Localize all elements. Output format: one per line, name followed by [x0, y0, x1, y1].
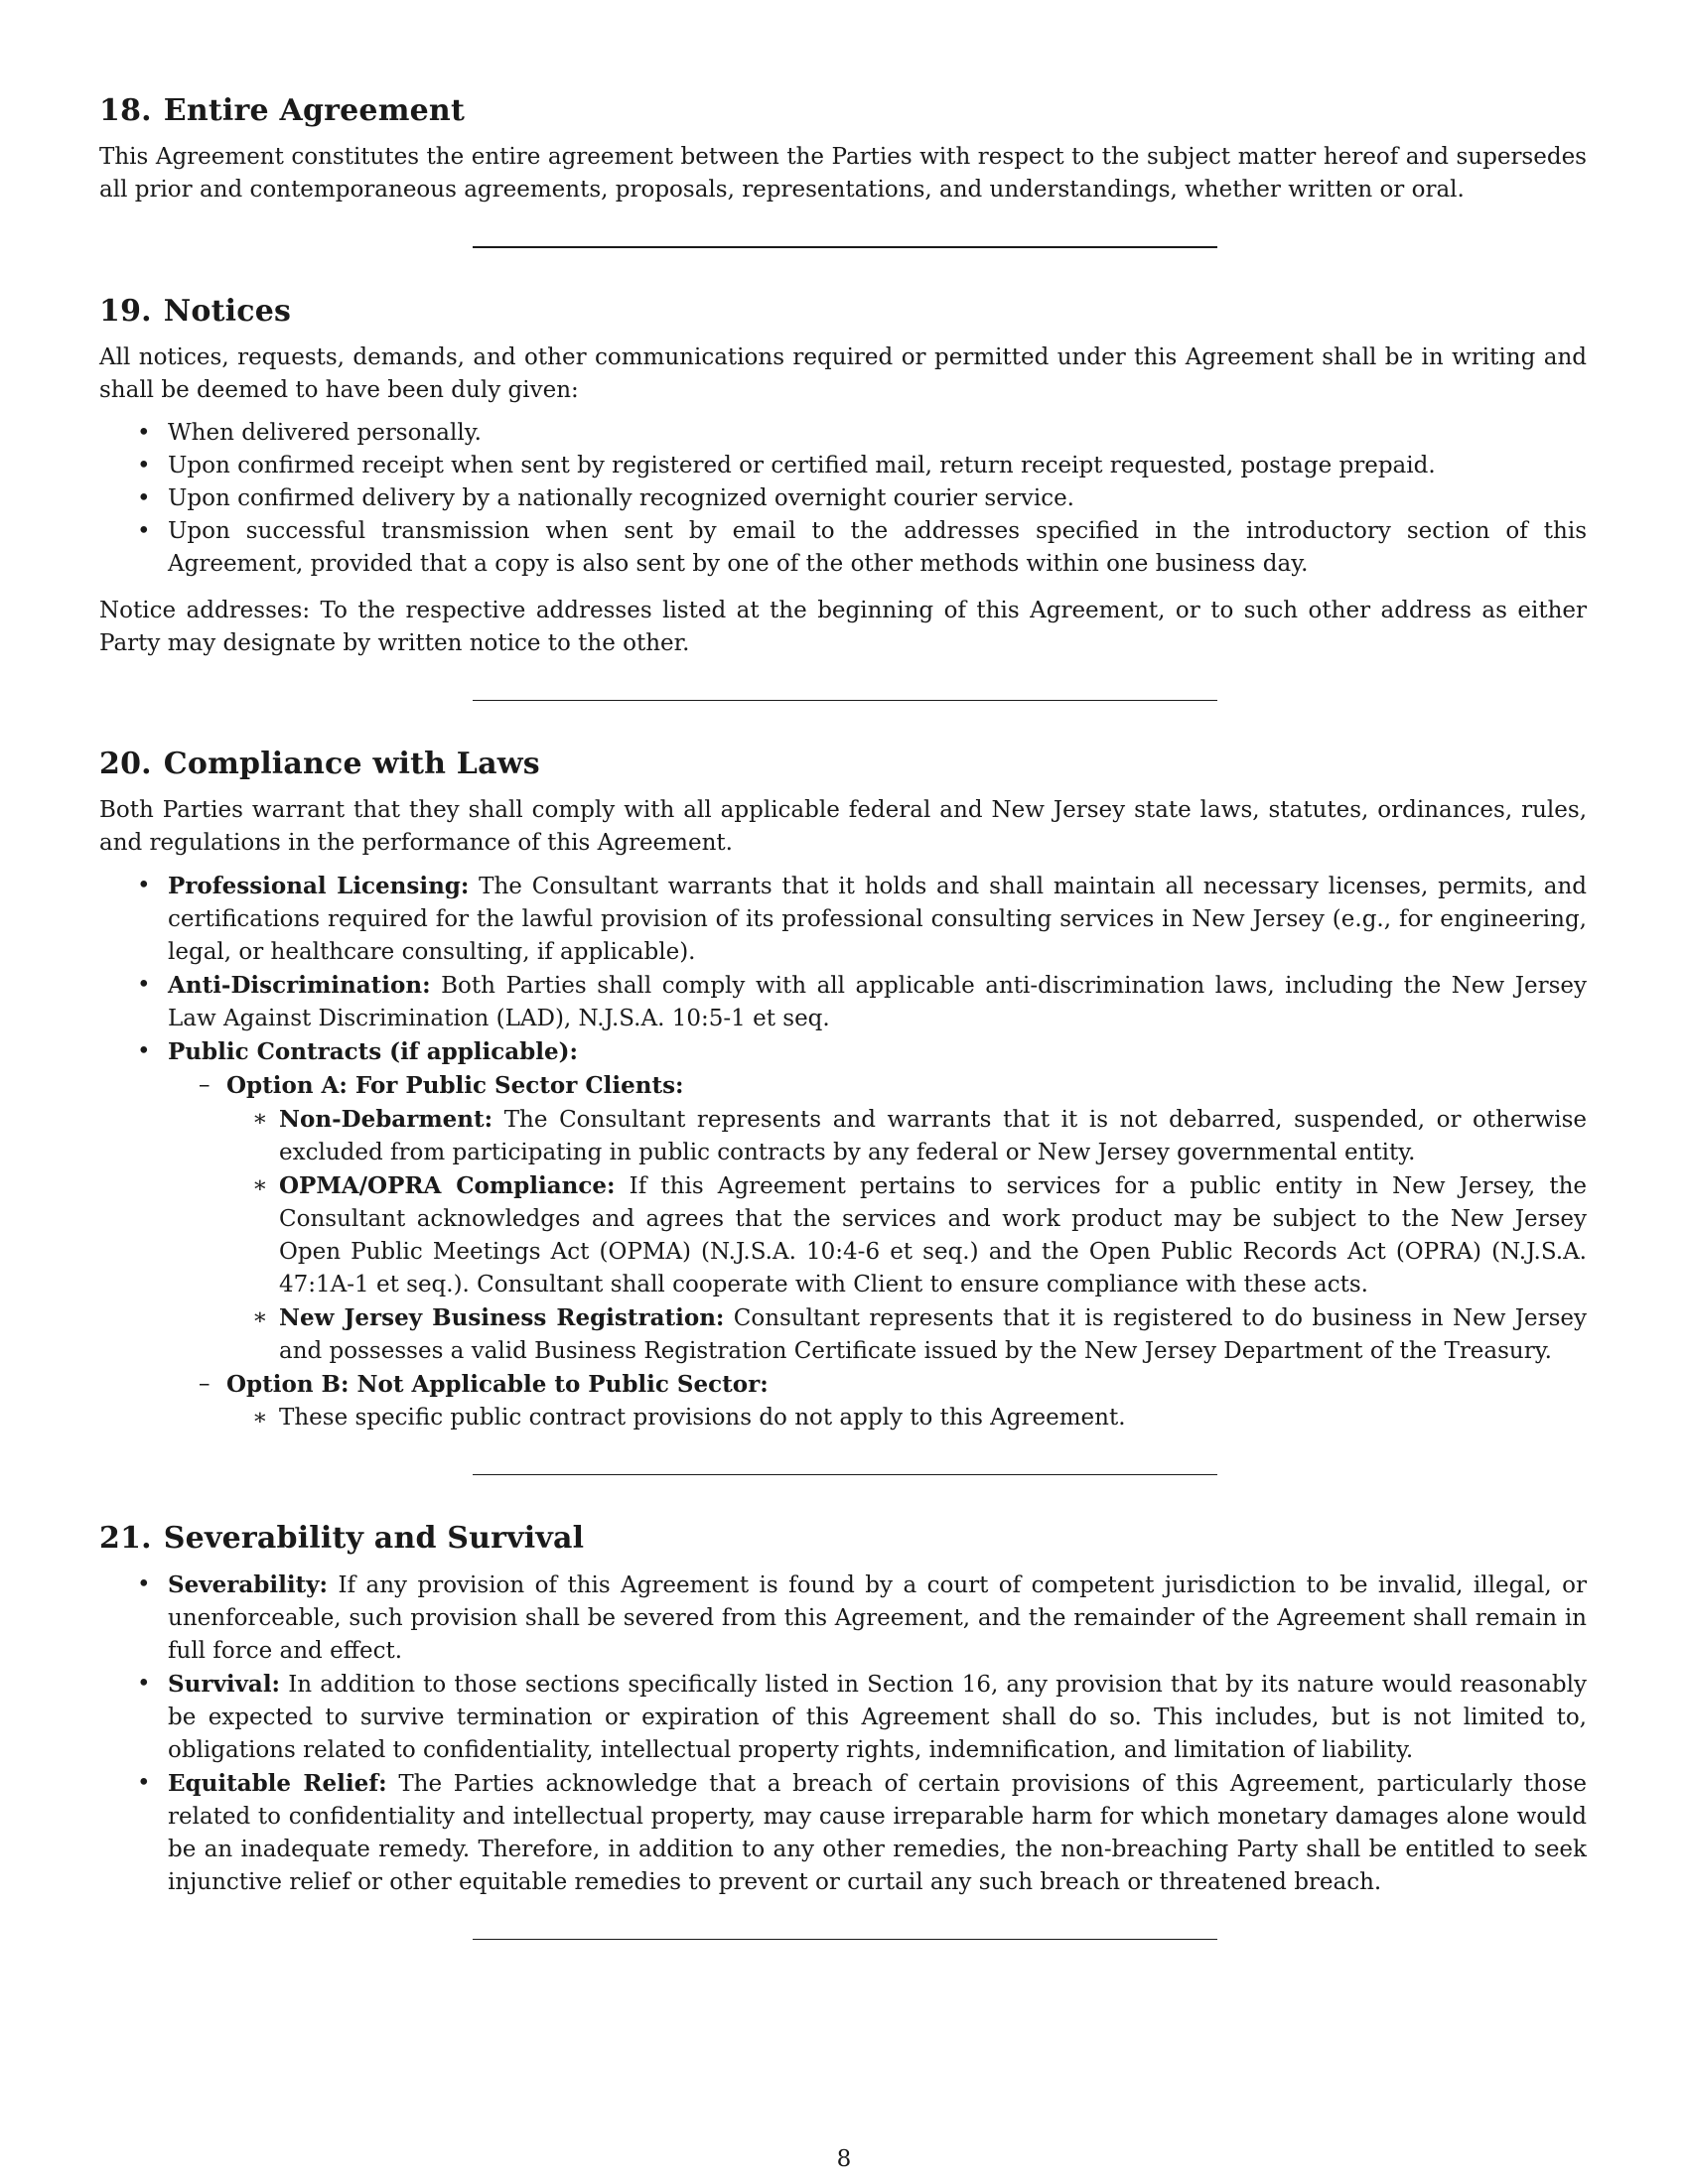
list-item [99, 870, 1587, 969]
list-item: • When delivered personally. [99, 417, 1587, 450]
section-entire-agreement [99, 91, 1587, 206]
options-list [168, 1069, 1587, 1434]
section-heading [99, 292, 1587, 332]
section-compliance-with-laws [99, 745, 1587, 1434]
item-lead: Non-Debarment: [279, 1106, 493, 1133]
list-item [99, 969, 1587, 1035]
item-text: The Consultant warrants that it holds and shall maintain all necessary licenses, permits, and certifications required for the lawful provision of its professional consulting services in New Jersey (e.g., for engineering, legal, or healthcare consulting, if applicable). [168, 874, 1587, 965]
section-divider [473, 1939, 1217, 1940]
list-item [99, 1668, 1587, 1767]
item-lead: Professional Licensing: [168, 873, 470, 899]
list-item [99, 1767, 1587, 1899]
list-item [99, 1569, 1587, 1668]
section-divider [473, 246, 1217, 248]
list-item: • Upon successful transmission when sent by email to the addresses specified in the introductory section of this Agreement, provided that a copy is also sent by one of the other methods within one business day. [99, 515, 1587, 581]
section-number: 20. [99, 747, 152, 781]
section-heading [99, 91, 1587, 131]
section-divider [473, 700, 1217, 701]
item-lead: OPMA/OPRA Compliance: [279, 1172, 616, 1199]
section-severability-and-survival [99, 1519, 1587, 1899]
page-content [99, 91, 1587, 1983]
option-item [168, 1368, 1587, 1434]
section-notices [99, 292, 1587, 660]
severability-list [99, 1569, 1587, 1899]
item-text: The Parties acknowledge that a breach of certain provisions of this Agreement, particularly those related to confidentiality and intellectual property, may cause irreparable harm for which monetary damages alone would be an inadequate remedy. Therefore, in addition to any other remedies, the non-breaching Party shall be entitled to seek injunctive relief or other equitable remedies to prevent or curtail any such breach or threatened breach. [168, 1771, 1587, 1895]
section-title: Notices [163, 294, 292, 329]
option-lead: Option B: Not Applicable to Public Sector: [226, 1371, 769, 1398]
list-item: • Upon confirmed receipt when sent by registered or certified mail, return receipt requested, postage prepaid. [99, 450, 1587, 482]
item-lead: Anti-Discrimination: [168, 972, 431, 999]
section-heading [99, 745, 1587, 784]
list-item [99, 1035, 1587, 1434]
section-number: 18. [99, 93, 152, 128]
section-number: 21. [99, 1521, 152, 1556]
compliance-list [99, 870, 1587, 1434]
section-divider [473, 1474, 1217, 1475]
item-lead: Public Contracts (if applicable): [168, 1038, 578, 1065]
item-lead: Severability: [168, 1571, 329, 1598]
section-heading [99, 1519, 1587, 1559]
sub-item [226, 1301, 1587, 1368]
item-text: In addition to those sections specifically listed in Section 16, any provision that by its nature would reasonably be expected to survive termination or expiration of this Agreement shall do so. This includes, but is not limited to, obligations related to confidentiality, intellectual property rights, indemnification, and limitation of liability. [168, 1672, 1588, 1763]
page-number: 8 [836, 2146, 852, 2172]
option-b-list [226, 1402, 1587, 1434]
item-text: These specific public contract provisions do not apply to this Agreement. [279, 1405, 1126, 1431]
list-item: • Upon confirmed delivery by a nationally recognized overnight courier service. [99, 482, 1587, 515]
item-lead: Survival: [168, 1671, 281, 1698]
option-lead: Option A: For Public Sector Clients: [226, 1072, 684, 1099]
sub-item [226, 1169, 1587, 1301]
item-lead: New Jersey Business Registration: [279, 1304, 725, 1331]
item-text: If any provision of this Agreement is found by a court of competent jurisdiction to be invalid, illegal, or unenforceable, such provision shall be severed from this Agreement, and the remainder of the Agreement shall remain in full force and effect. [168, 1572, 1587, 1664]
section-number: 19. [99, 294, 152, 329]
option-item [168, 1069, 1587, 1368]
section-intro: All notices, requests, demands, and other communications required or permitted under this Agreement shall be in writing and shall be deemed to have been duly given: [99, 344, 1587, 403]
item-lead: Equitable Relief: [168, 1770, 387, 1797]
section-title: Compliance with Laws [163, 747, 540, 781]
sub-item [226, 1103, 1587, 1169]
item-text: Consultant represents that it is registered to do business in New Jersey and possesses a valid Business Registration Certificate issued by the New Jersey Department of the Treasury. [279, 1305, 1587, 1364]
section-title: Severability and Survival [163, 1521, 585, 1556]
item-text: Both Parties shall comply with all applicable anti-discrimination laws, including the New Jersey Law Against Discrimination (LAD), N.J.S.A. 10:5-1 et seq. [168, 973, 1587, 1031]
section-intro: Both Parties warrant that they shall comply with all applicable federal and New Jersey state laws, statutes, ordinances, rules, and regulations in the performance of this Agreement. [99, 797, 1587, 856]
item-text: If this Agreement pertains to services for a public entity in New Jersey, the Consultant acknowledges and agrees that the services and work product may be subject to the New Jersey Open Public Meetings Act (OPMA) (N.J.S.A. 10:4-6 et seq.) and the Open Public Records Act (OPRA) (N.J.S.A. 47:1A-1 et seq.). Consultant shall cooperate with Client to ensure compliance with these acts. [279, 1173, 1588, 1297]
notice-methods-list [99, 417, 1587, 581]
section-outro: Notice addresses: To the respective addresses listed at the beginning of this Agreement, or to such other address as either Party may designate by written notice to the other. [99, 598, 1587, 656]
section-body: This Agreement constitutes the entire agreement between the Parties with respect to the subject matter hereof and supersedes all prior and contemporaneous agreements, proposals, representations, and understandings, whether written or oral. [99, 144, 1587, 203]
section-title: Entire Agreement [163, 93, 465, 128]
item-text: The Consultant represents and warrants that it is not debarred, suspended, or otherwise excluded from participating in public contracts by any federal or New Jersey governmental entity. [279, 1107, 1587, 1165]
sub-item [226, 1402, 1587, 1434]
option-a-list [226, 1103, 1587, 1368]
